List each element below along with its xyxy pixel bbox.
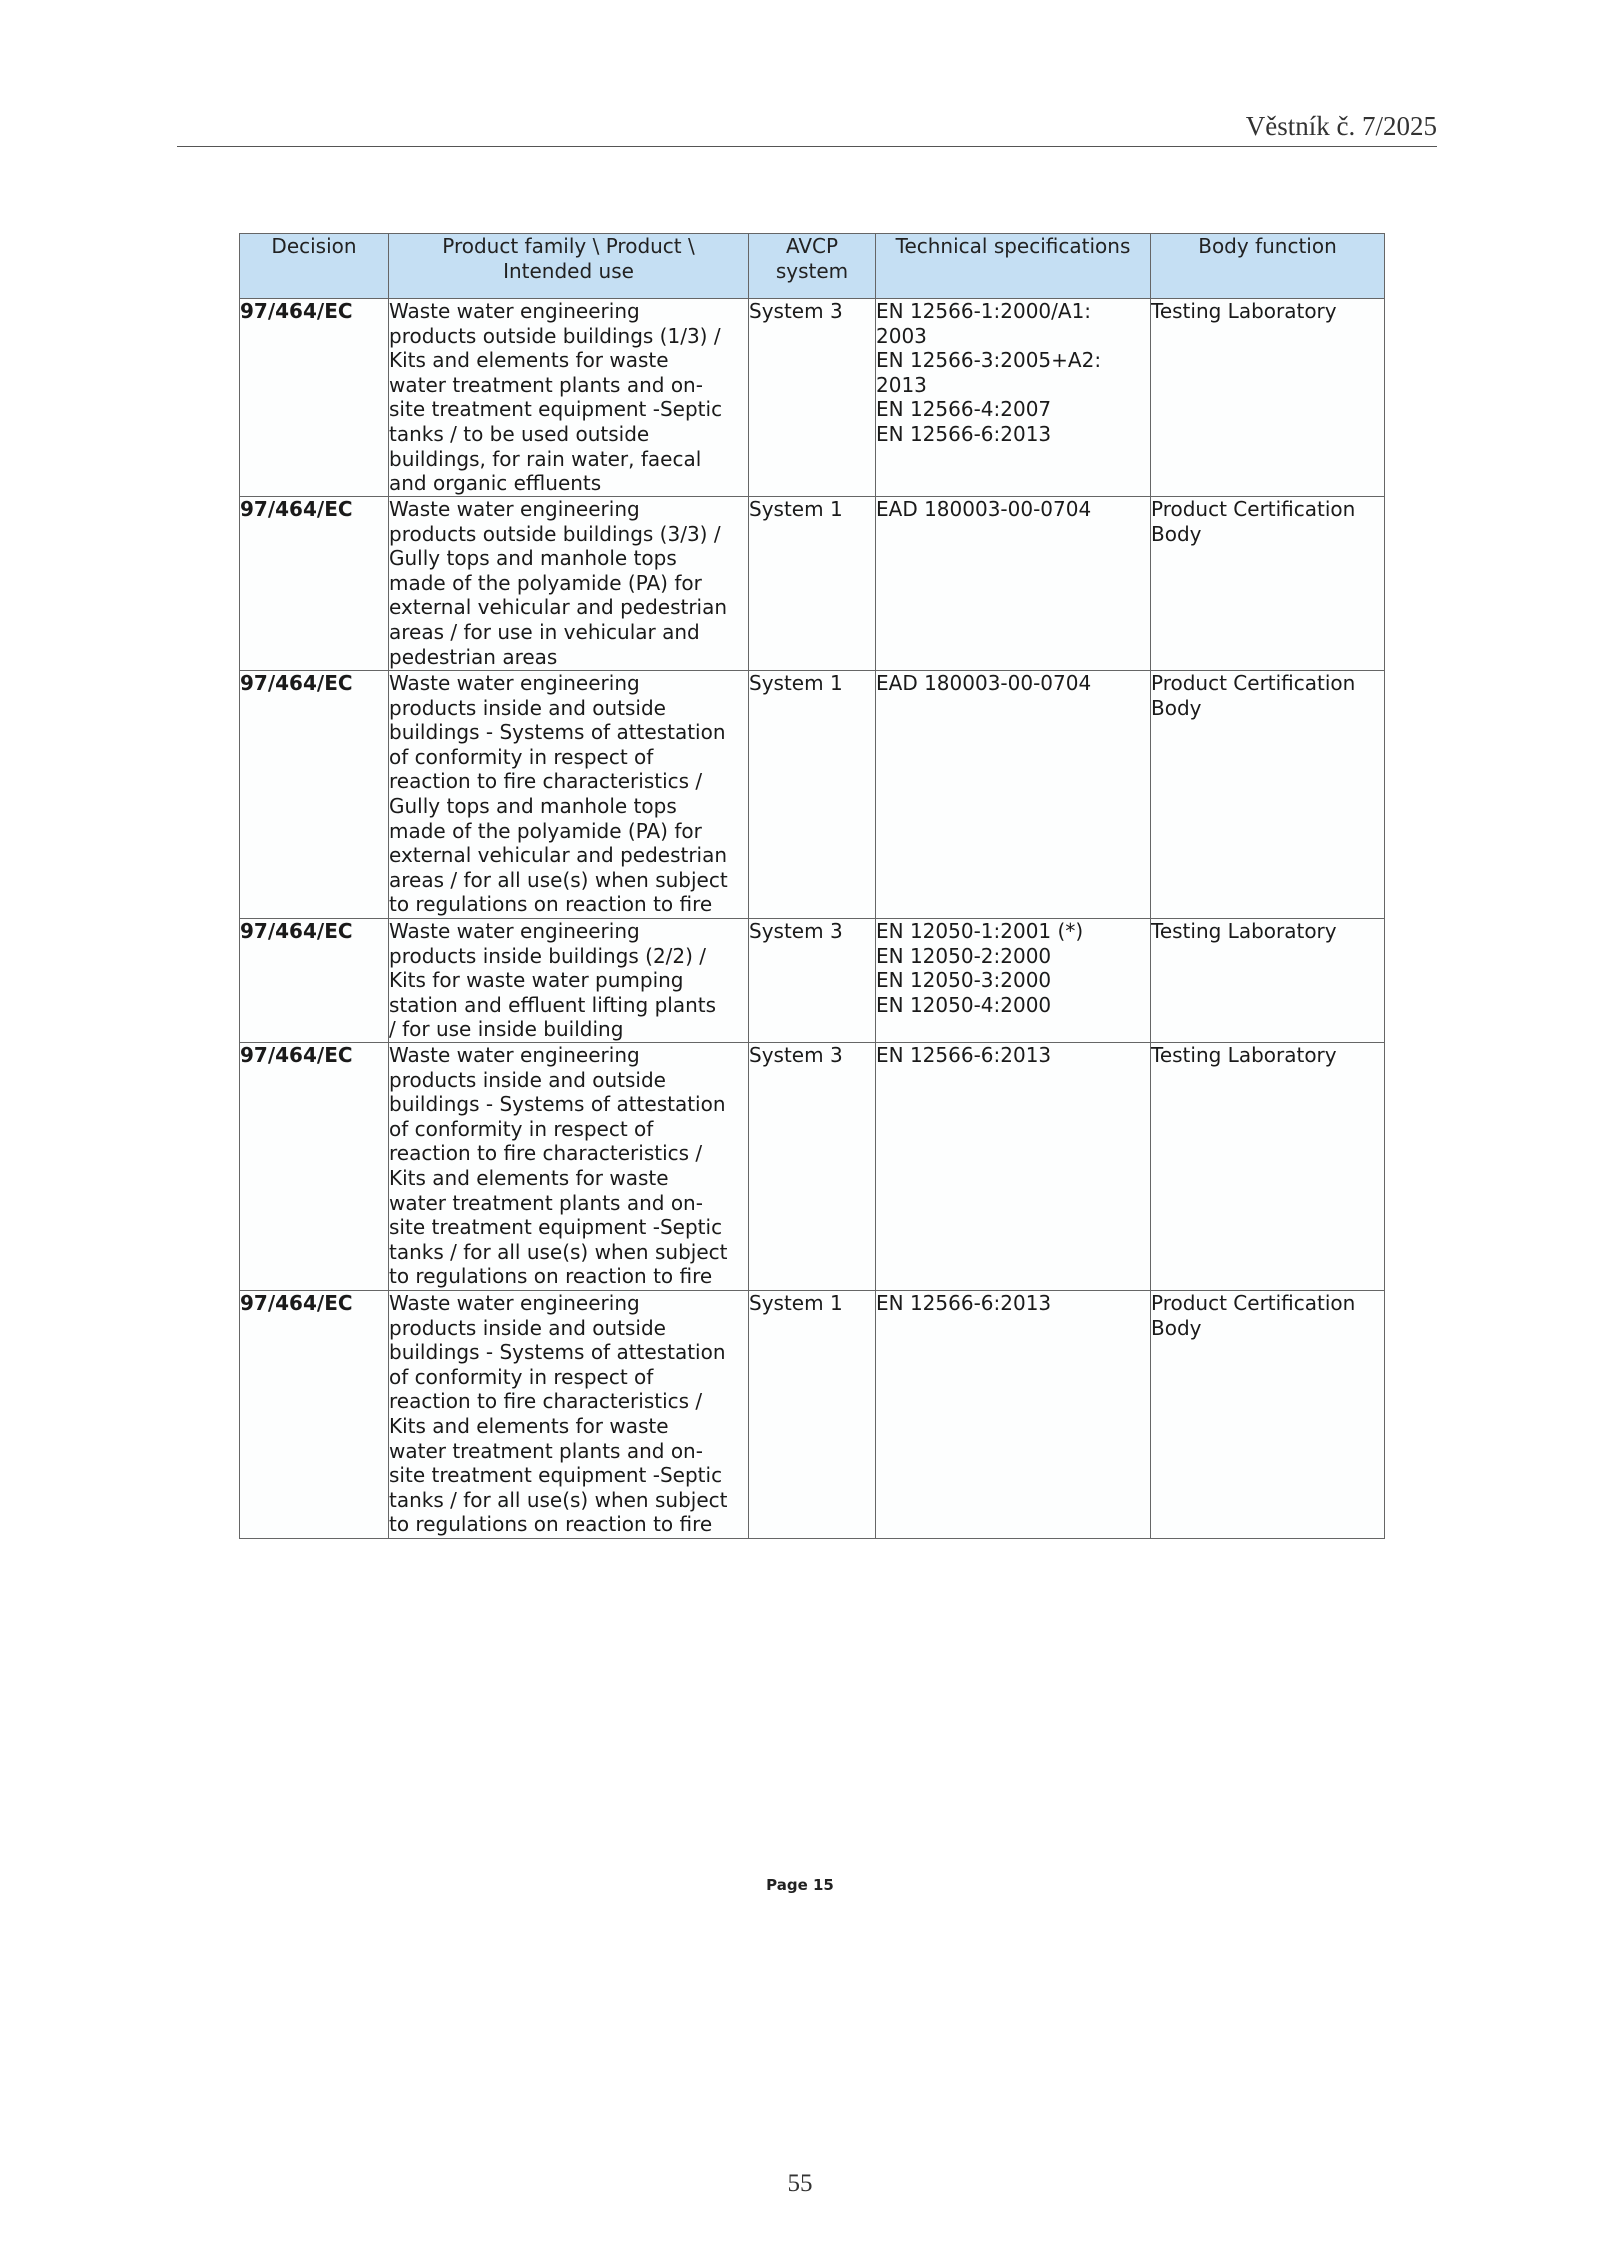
- page-label: Page 15: [766, 1876, 834, 1894]
- technical-spec-line: EAD 180003-00-0704: [876, 671, 1092, 695]
- technical-spec-line: 2003: [876, 323, 927, 348]
- technical-spec-line: EN 12566-6:2013: [876, 1043, 1052, 1067]
- technical-spec-cell: [876, 919, 1151, 1043]
- product-line: reaction to fire characteristics /: [389, 769, 703, 794]
- product-line: Waste water engineering: [389, 919, 640, 943]
- technical-spec-line: EN 12050-4:2000: [876, 992, 1052, 1017]
- technical-spec-line: EN 12566-4:2007: [876, 397, 1052, 422]
- product-line: site treatment equipment -Septic: [389, 1215, 723, 1240]
- product-line: water treatment plants and on-: [389, 1438, 703, 1463]
- technical-spec-line: EN 12050-1:2001 (*): [876, 919, 1084, 943]
- product-line: Gully tops and manhole tops: [389, 793, 677, 818]
- product-line: products inside and outside: [389, 695, 666, 720]
- body-function-line: Product Certification: [1151, 671, 1356, 695]
- product-line: Waste water engineering: [389, 1291, 640, 1315]
- technical-spec-line: EN 12566-6:2013: [876, 1291, 1052, 1315]
- body-function-cell: [1151, 1291, 1385, 1539]
- body-function-line: Body: [1151, 521, 1202, 546]
- journal-title: Věstník č. 7/2025: [1245, 111, 1437, 141]
- technical-spec-line: EN 12050-3:2000: [876, 968, 1052, 993]
- column-header-decision: Decision: [240, 234, 389, 299]
- product-cell: [389, 497, 749, 671]
- product-line: tanks / for all use(s) when subject: [389, 1487, 728, 1512]
- avcp-cell: System 3: [749, 919, 876, 1043]
- body-function-line: Testing Laboratory: [1151, 299, 1337, 323]
- product-line: Kits and elements for waste: [389, 1413, 669, 1438]
- body-function-cell: [1151, 299, 1385, 497]
- product-line: areas / for use in vehicular and: [389, 619, 700, 644]
- technical-spec-line: EN 12566-6:2013: [876, 421, 1052, 446]
- body-function-cell: [1151, 671, 1385, 919]
- product-line: and organic effluents: [389, 471, 602, 496]
- product-line: Waste water engineering: [389, 299, 640, 323]
- technical-spec-line: EN 12050-2:2000: [876, 943, 1052, 968]
- body-function-cell: [1151, 497, 1385, 671]
- product-line: external vehicular and pedestrian: [389, 595, 728, 620]
- product-line: products outside buildings (3/3) /: [389, 521, 721, 546]
- body-function-line: Testing Laboratory: [1151, 919, 1337, 943]
- product-line: buildings, for rain water, faecal: [389, 446, 702, 471]
- product-line: to regulations on reaction to fire: [389, 1264, 713, 1289]
- technical-spec-line: EAD 180003-00-0704: [876, 497, 1092, 521]
- product-line: products inside and outside: [389, 1067, 666, 1092]
- product-line: Kits for waste water pumping: [389, 968, 684, 993]
- column-header-body-function: Body function: [1151, 234, 1385, 299]
- product-cell: [389, 299, 749, 497]
- body-function-cell: [1151, 1043, 1385, 1291]
- avcp-cell: System 3: [749, 299, 876, 497]
- product-line: to regulations on reaction to fire: [389, 1512, 713, 1537]
- table-row: [240, 671, 1385, 919]
- body-function-line: Body: [1151, 1315, 1202, 1340]
- product-cell: [389, 1043, 749, 1291]
- column-header-product: [389, 234, 749, 299]
- product-line: to regulations on reaction to fire: [389, 892, 713, 917]
- product-line: external vehicular and pedestrian: [389, 843, 728, 868]
- product-line: Waste water engineering: [389, 497, 640, 521]
- page-number: 55: [787, 2170, 813, 2197]
- technical-spec-line: EN 12566-3:2005+A2:: [876, 348, 1102, 373]
- column-header-technical-specifications: Technical specifications: [876, 234, 1151, 299]
- technical-spec-cell: [876, 497, 1151, 671]
- specification-table: [239, 233, 1385, 1539]
- product-line: station and effluent lifting plants: [389, 992, 717, 1017]
- product-line: of conformity in respect of: [389, 744, 654, 769]
- product-line: site treatment equipment -Septic: [389, 1463, 723, 1488]
- product-line: products outside buildings (1/3) /: [389, 323, 721, 348]
- decision-cell: 97/464/EC: [240, 497, 389, 671]
- product-line: reaction to fire characteristics /: [389, 1389, 703, 1414]
- technical-spec-cell: [876, 299, 1151, 497]
- table-row: [240, 919, 1385, 1043]
- decision-cell: 97/464/EC: [240, 919, 389, 1043]
- technical-spec-line: EN 12566-1:2000/A1:: [876, 299, 1092, 323]
- product-line: / for use inside building: [389, 1017, 624, 1042]
- decision-cell: 97/464/EC: [240, 299, 389, 497]
- avcp-header-line-2: system: [775, 258, 849, 283]
- technical-spec-cell: [876, 1043, 1151, 1291]
- technical-spec-cell: [876, 1291, 1151, 1539]
- table-body: [240, 299, 1385, 1539]
- body-function-cell: [1151, 919, 1385, 1043]
- product-line: buildings - Systems of attestation: [389, 1092, 726, 1117]
- product-header-line-2: Intended use: [503, 258, 634, 283]
- product-line: of conformity in respect of: [389, 1364, 654, 1389]
- table-row: [240, 1043, 1385, 1291]
- body-function-line: Body: [1151, 695, 1202, 720]
- product-line: water treatment plants and on-: [389, 1190, 703, 1215]
- decision-cell: 97/464/EC: [240, 671, 389, 919]
- product-line: buildings - Systems of attestation: [389, 720, 726, 745]
- body-function-line: Product Certification: [1151, 497, 1356, 521]
- table-row: [240, 497, 1385, 671]
- product-header-line-1: Product family \ Product \: [442, 234, 695, 258]
- avcp-cell: System 1: [749, 671, 876, 919]
- product-line: tanks / to be used outside: [389, 421, 650, 446]
- product-line: pedestrian areas: [389, 644, 558, 669]
- avcp-header-line-1: AVCP: [785, 234, 839, 258]
- body-function-line: Testing Laboratory: [1151, 1043, 1337, 1067]
- product-line: of conformity in respect of: [389, 1116, 654, 1141]
- product-line: made of the polyamide (PA) for: [389, 818, 702, 843]
- product-line: made of the polyamide (PA) for: [389, 570, 702, 595]
- product-line: water treatment plants and on-: [389, 372, 703, 397]
- column-header-avcp: [749, 234, 876, 299]
- product-line: areas / for all use(s) when subject: [389, 867, 728, 892]
- product-cell: [389, 671, 749, 919]
- technical-spec-cell: [876, 671, 1151, 919]
- product-line: site treatment equipment -Septic: [389, 397, 723, 422]
- product-line: buildings - Systems of attestation: [389, 1340, 726, 1365]
- decision-cell: 97/464/EC: [240, 1043, 389, 1291]
- product-line: Kits and elements for waste: [389, 348, 669, 373]
- technical-spec-line: 2013: [876, 372, 927, 397]
- avcp-cell: System 1: [749, 497, 876, 671]
- running-head: [177, 110, 1437, 147]
- product-line: reaction to fire characteristics /: [389, 1141, 703, 1166]
- table-header-row: [240, 234, 1385, 299]
- product-line: Gully tops and manhole tops: [389, 546, 677, 571]
- decision-cell: 97/464/EC: [240, 1291, 389, 1539]
- product-line: Waste water engineering: [389, 1043, 640, 1067]
- product-cell: [389, 1291, 749, 1539]
- product-line: Kits and elements for waste: [389, 1165, 669, 1190]
- product-line: Waste water engineering: [389, 671, 640, 695]
- product-cell: [389, 919, 749, 1043]
- avcp-cell: System 1: [749, 1291, 876, 1539]
- body-function-line: Product Certification: [1151, 1291, 1356, 1315]
- table-row: [240, 299, 1385, 497]
- product-line: tanks / for all use(s) when subject: [389, 1239, 728, 1264]
- product-line: products inside and outside: [389, 1315, 666, 1340]
- avcp-cell: System 3: [749, 1043, 876, 1291]
- product-line: products inside buildings (2/2) /: [389, 943, 707, 968]
- table-row: [240, 1291, 1385, 1539]
